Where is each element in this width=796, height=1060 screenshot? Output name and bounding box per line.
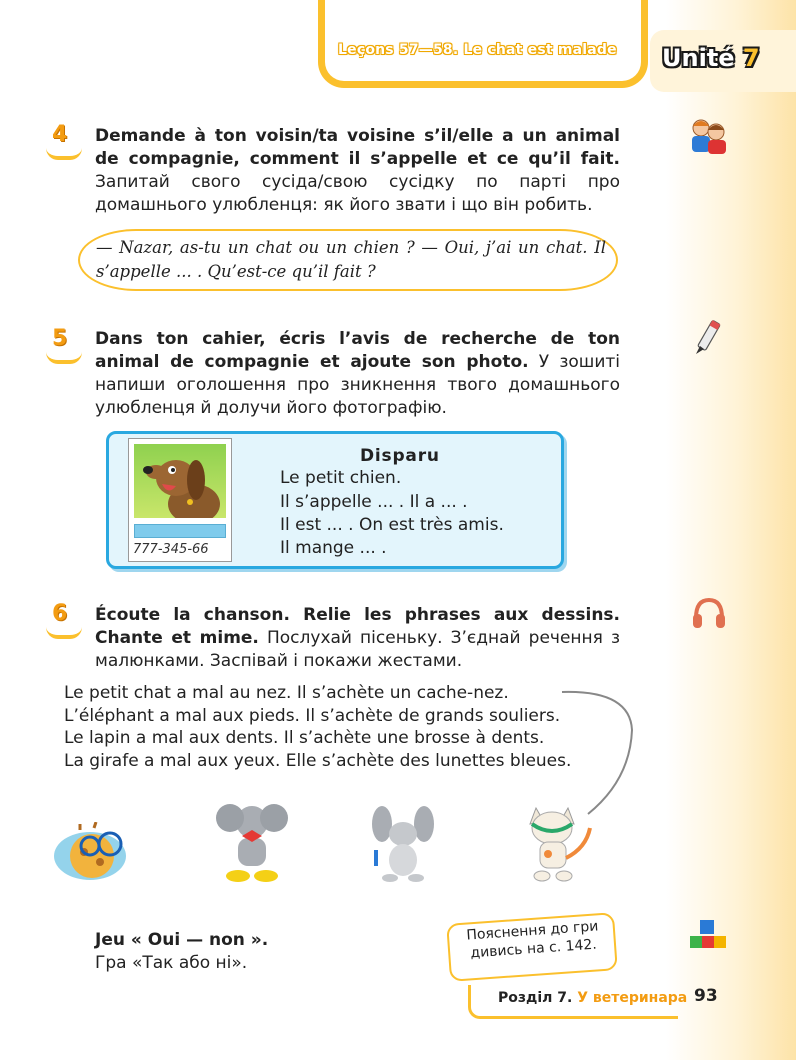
- headphones-icon: [690, 594, 728, 632]
- lesson-title: Leçons 57—58. Le chat est malade: [338, 42, 617, 58]
- exercise-6-instruction-ua: Послухай пісеньку. З’єднай речення з малюнками. Заспівай і покажи жестами.: [95, 628, 621, 671]
- section-label: У ветеринара: [577, 990, 688, 1006]
- exercise-6-instruction: [95, 604, 620, 673]
- exercise-4-instruction-ua: Запитай свого сусіда/свою сусідку по парті про домашнього улюбленця: як його звати і що він робить.: [95, 172, 620, 215]
- blocks-icon: [688, 918, 728, 958]
- poster-line: Il mange ... .: [280, 538, 387, 558]
- exercise-6-instruction-fr: Écoute la chanson. Relie les phrases aux dessins. Chante et mime.: [95, 605, 620, 648]
- poster-line: Il est ... . On est très amis.: [280, 515, 504, 535]
- phone-number: 777-345-66: [133, 542, 209, 557]
- pencil-icon: [690, 318, 726, 358]
- exercise-number-5: 5: [52, 326, 86, 360]
- game-subtitle: Гра «Так або ні».: [95, 953, 248, 973]
- poster-line: Le petit chien.: [280, 468, 402, 488]
- dog-photo: [134, 444, 226, 518]
- exercise-5-instruction-ua: У зошиті напиши оголошення про зникнення твого домашнього улюбленця й долучи його фотографію.: [95, 352, 621, 418]
- song-line: L’éléphant a mal aux pieds. Il s’achète de grands souliers.: [64, 706, 561, 726]
- exercise-4-instruction: [95, 125, 620, 217]
- page-number: 93: [694, 986, 718, 1006]
- poster-line: Il s’appelle ... . Il a ... .: [280, 492, 468, 512]
- footer-chapter: [498, 990, 687, 1006]
- giraffe-icon[interactable]: [50, 822, 140, 884]
- cat-icon[interactable]: [520, 798, 600, 886]
- exercise-number-6: 6: [52, 601, 86, 635]
- exercise-5-instruction: [95, 328, 620, 420]
- dialogue-text: — Nazar, as-tu un chat ou un chien ? — Oui, j’ai un chat. Il s’appelle ... . Qu’est-ce qu’il fait ?: [96, 238, 606, 281]
- chapter-label: Розділ 7.: [498, 990, 573, 1006]
- side-margin: [666, 0, 796, 1060]
- unit-label: [662, 44, 760, 72]
- game-title: Jeu « Oui — non ».: [95, 930, 269, 950]
- pair-work-icon: [688, 116, 730, 158]
- unit-number: 7: [742, 44, 760, 72]
- exercise-4-instruction-fr: Demande à ton voisin/ta voisine s’il/elle a un animal de compagnie, comment il s’appelle et ce qu’il fait.: [95, 126, 620, 169]
- exercise-5-instruction-fr: Dans ton cahier, écris l’avis de recherche de ton animal de compagnie et ajoute son photo.: [95, 329, 620, 372]
- song-line: La girafe a mal aux yeux. Elle s’achète des lunettes bleues.: [64, 751, 572, 771]
- rabbit-icon[interactable]: [368, 804, 438, 884]
- dog-icon: [134, 444, 226, 518]
- exercise-number-4: 4: [52, 122, 86, 156]
- elephant-icon[interactable]: [212, 796, 292, 886]
- poster-title: Disparu: [360, 446, 440, 466]
- note-text: Пояснення до гри дивись на с. 142.: [465, 918, 599, 962]
- song-line: Le lapin a mal aux dents. Il s’achète une brosse à dents.: [64, 728, 545, 748]
- song-line: Le petit chat a mal au nez. Il s’achète un cache-nez.: [64, 683, 509, 703]
- photo-caption-bar: [134, 524, 226, 538]
- unit-word: Unité: [662, 44, 735, 72]
